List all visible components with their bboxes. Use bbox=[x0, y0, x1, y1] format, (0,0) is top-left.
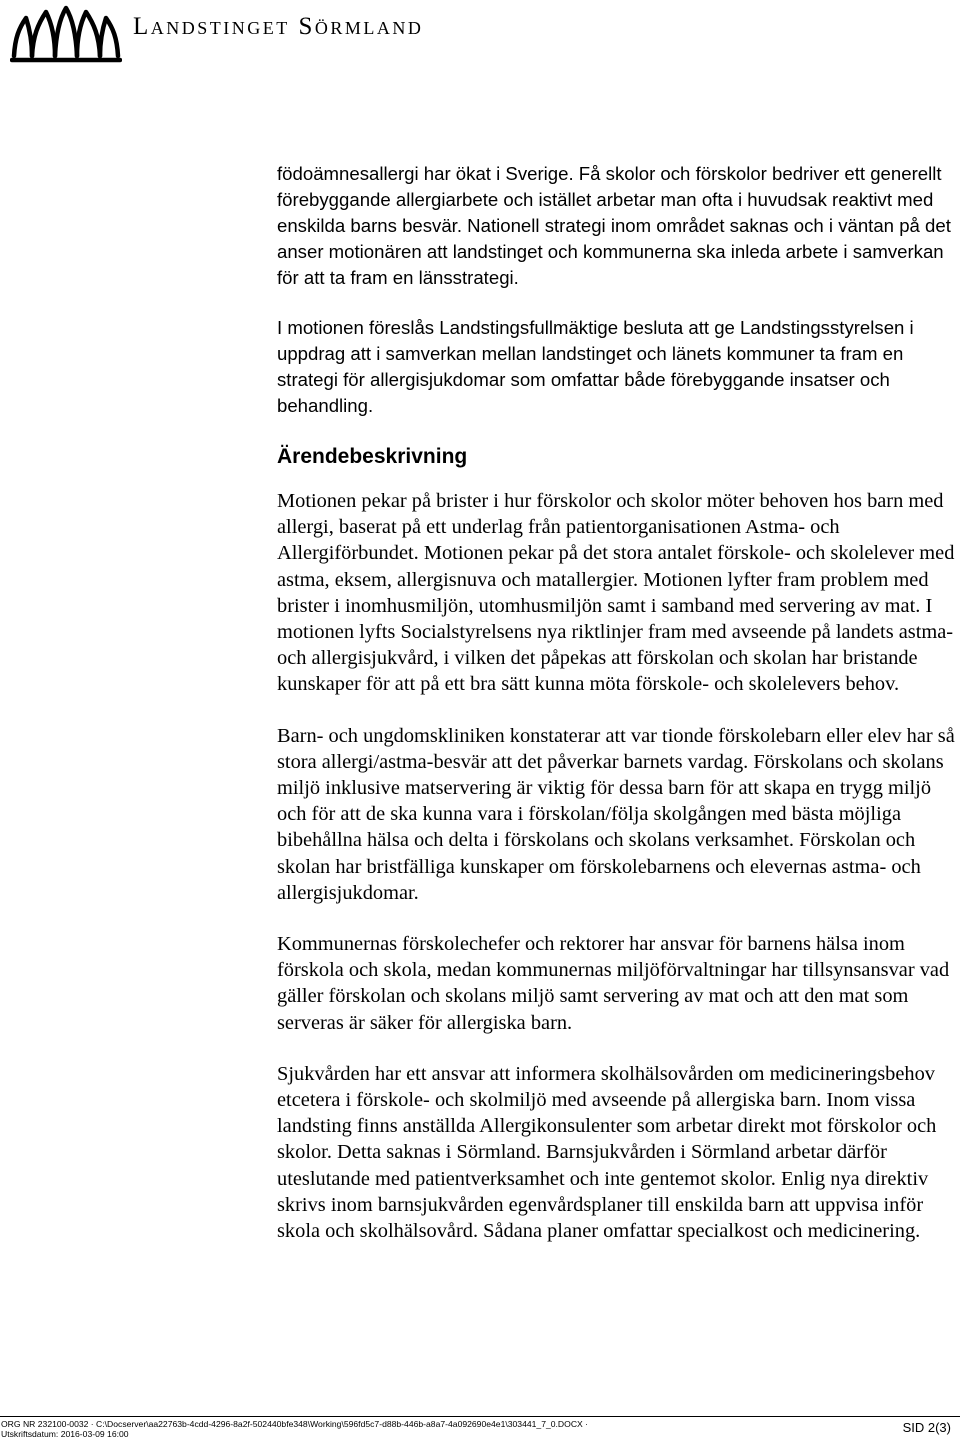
crown-logo-icon bbox=[10, 4, 122, 64]
document-body bbox=[277, 161, 957, 1269]
page-footer bbox=[0, 1416, 960, 1440]
paragraph-motion-description: Motionen pekar på brister i hur förskolor och skolor möter behoven hos barn med allergi, baserat på ett underlag från patientorganisationen Astma- och Allergiförbundet. Motionen pekar på det stora antalet förskole- och skolelever med astma, eksem, allergisnuva och matallergier. Motionen lyfter fram problem med brister i inomhusmiljön, utomhusmiljön samt i samband med servering av mat. I motionen lyfts Socialstyrelsens nya riktlinjer fram med avseende på landets astma- och allergisjukvård, i vilken det påpekas att förskolan och skolan har bristande kunskaper för att på ett bra sätt kunna möta förskole- och skolelevers behov. bbox=[277, 490, 955, 696]
page-number: SID 2(3) bbox=[902, 1420, 951, 1435]
paragraph-municipal-responsibility: Kommunernas förskolechefer och rektorer har ansvar för barnens hälsa inom förskola och skola, medan kommunernas miljöförvaltningar har tillsynsansvar vad gäller förskolan och skolans miljö samt servering av mat och att den mat som serveras är säker för allergiska barn. bbox=[277, 933, 950, 1034]
section-heading: Ärendebeskrivning bbox=[277, 445, 468, 468]
footer-divider bbox=[0, 1416, 960, 1417]
paragraph-healthcare-responsibility: Sjukvården har ett ansvar att informera skolhälsovården om medicineringsbehov etcetera i förskole- och skolmiljö med avseende på allergiska barn. Inom vissa landsting finns anställda Allergikonsulenter som arbetar direkt mot förskolor och skolor. Detta saknas i Sörmland. Barnsjukvården i Sörmland arbetar därför uteslutande med patientverksamhet och inte gentemot skolor. Enlig nya direktiv skrivs inom barnsjukvården egenvårdsplaner till enskilda barn att uppvisa inför skola och skolhälsovård. Sådana planer omfattar specialkost och medicinering. bbox=[277, 1062, 937, 1243]
paragraph-proposal: I motionen föreslås Landstingsfullmäktige besluta att ge Landstingsstyrelsen i uppdrag att i samverkan mellan landstinget och länets kommuner ta fram en strategi för allergisjukdomar som omfattar både förebyggande insatser och behandling. bbox=[277, 317, 914, 416]
organization-name: Landstinget Sörmland bbox=[133, 13, 424, 40]
paragraph-clinic-statement: Barn- och ungdomskliniken konstaterar att var tionde förskolebarn eller elev har så stora allergi/astma-besvär att det påverkar barnets vardag. Förskolans och skolans miljö inklusive matservering är viktig för dessa barn för att skapa en trygg miljö och för att de ska kunna vara i förskolan/följa skolgången med bästa möjliga bibehållna hälsa och delta i förskolans och skolans verksamhet. Förskolan och skolan har bristfälliga kunskaper om förskolebarnens och elevernas astma- och allergisjukdomar. bbox=[277, 724, 955, 904]
footer-print-date: Utskriftsdatum: 2016-03-09 16:00 bbox=[1, 1429, 129, 1439]
footer-org-path: ORG NR 232100-0032 · C:\Docserver\aa22763b-4cdd-4296-8a2f-502440bfe348\Working\596fd5c7-d88b-446b-a8a7-4a092690e4e1\303441_7_0.DOCX · bbox=[1, 1419, 589, 1429]
footer-document-info bbox=[1, 1419, 588, 1439]
paragraph-background: födoämnesallergi har ökat i Sverige. Få skolor och förskolor bedriver ett generellt förebyggande allergiarbete och istället arbetar man ofta i huvudsak reaktivt med enskilda barns besvär. Nationell strategi inom området saknas och i väntan på det anser motionären att landstinget och kommunerna ska inleda arbete i samverkan för att ta fram en länsstrategi. bbox=[277, 163, 951, 288]
